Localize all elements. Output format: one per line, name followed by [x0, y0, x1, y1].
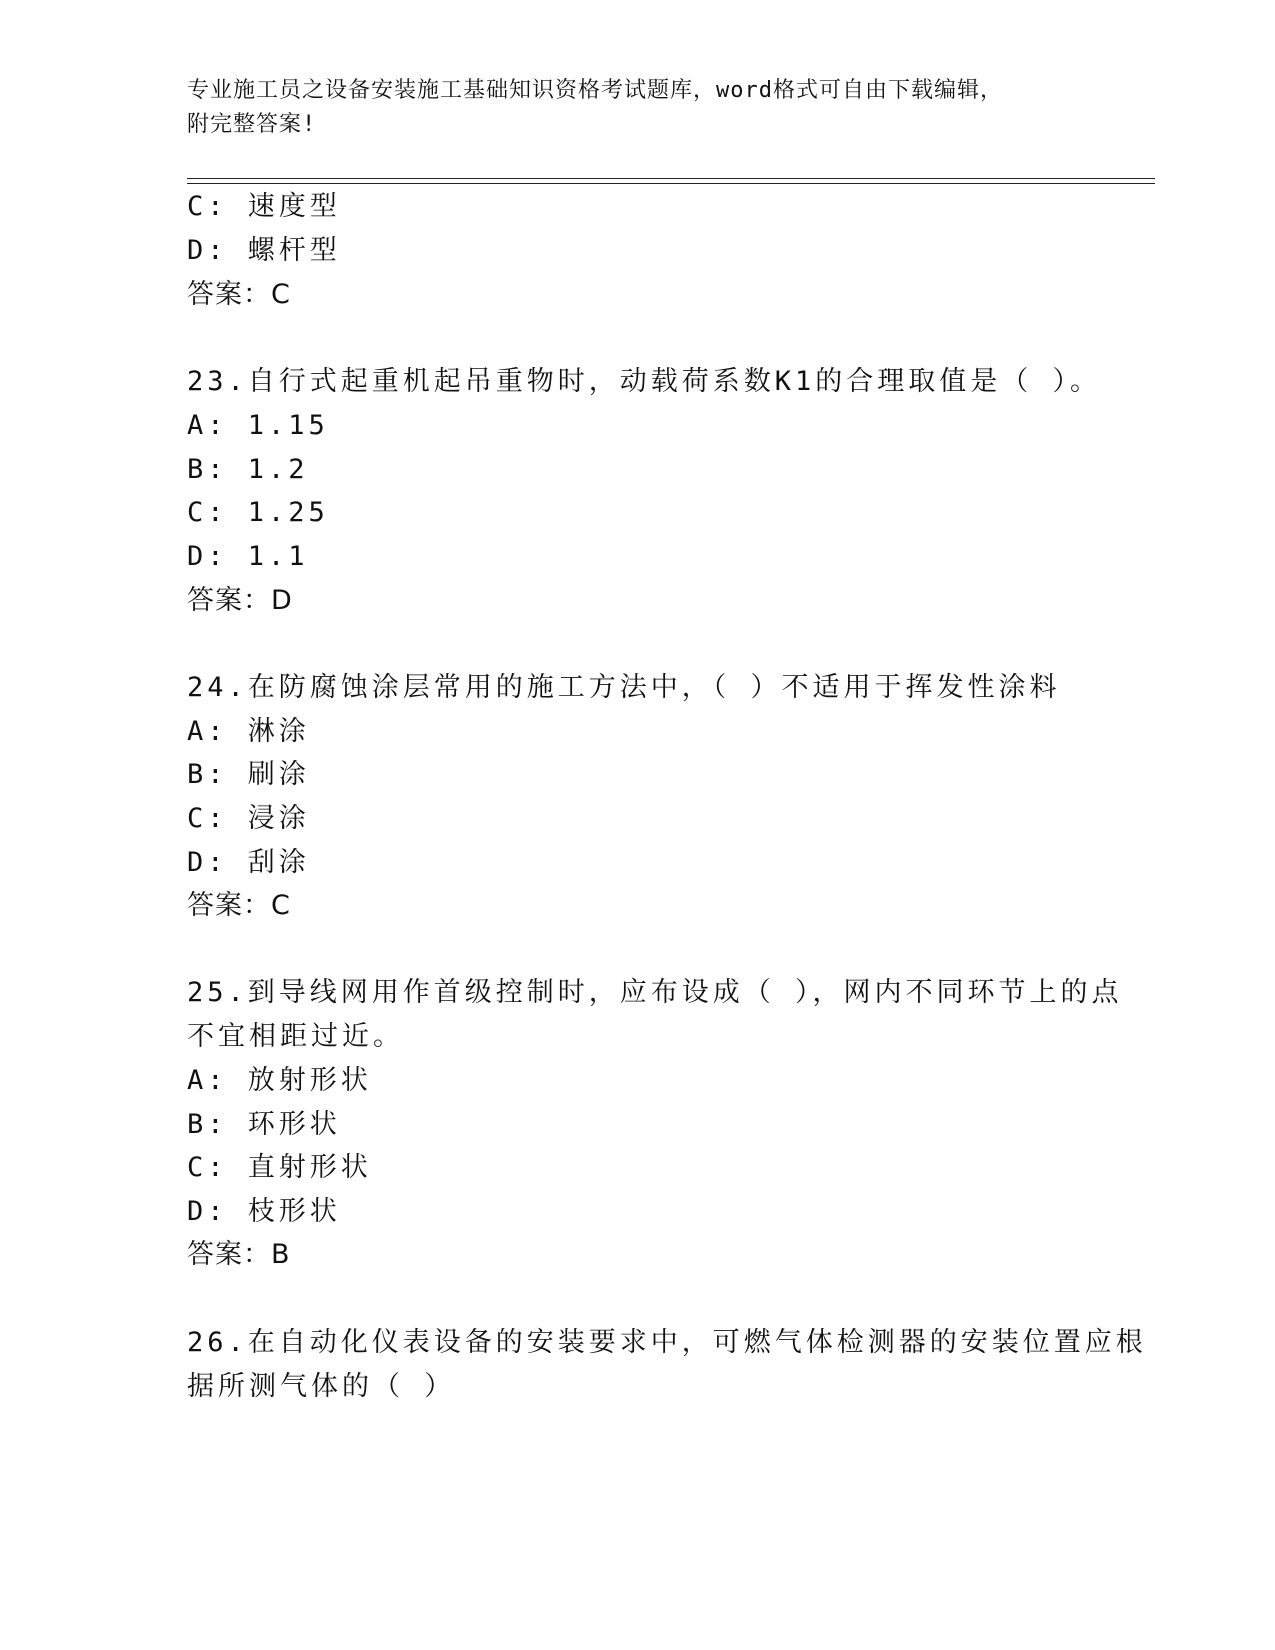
option-b: B: 刷涂: [187, 759, 310, 790]
option-b: B: 环形状: [187, 1109, 341, 1140]
option-c: C: 浸涂: [187, 803, 310, 834]
answer-label: 答案：C: [187, 890, 291, 921]
header-rule-top: [187, 178, 1155, 179]
question-23-stem: 23.自行式起重机起吊重物时，动载荷系数K1的合理取值是（ ）。: [187, 366, 1102, 397]
option-c: C: 1.25: [187, 497, 329, 528]
answer-label: 答案：C: [187, 279, 291, 310]
option-a: A: 1.15: [187, 410, 329, 441]
option-a: A: 放射形状: [187, 1065, 372, 1096]
option-c: C: 速度型: [187, 191, 341, 222]
question-25-stem-line-1: 25.到导线网用作首级控制时，应布设成（ ），网内不同环节上的点: [187, 977, 1123, 1008]
option-d: D: 1.1: [187, 541, 309, 572]
question-26-stem-line-2: 据所测气体的（ ）: [187, 1371, 456, 1402]
header-line-1: 专业施工员之设备安装施工基础知识资格考试题库，word格式可自由下载编辑，: [187, 78, 1003, 103]
option-d: D: 枝形状: [187, 1196, 341, 1227]
question-25-stem-line-2: 不宜相距过近。: [187, 1021, 404, 1052]
option-a: A: 淋涂: [187, 716, 310, 747]
header-rule-bottom: [187, 183, 1155, 184]
option-d: D: 螺杆型: [187, 235, 341, 266]
option-c: C: 直射形状: [187, 1152, 372, 1183]
option-b: B: 1.2: [187, 454, 309, 485]
option-d: D: 刮涂: [187, 847, 310, 878]
question-24-stem: 24.在防腐蚀涂层常用的施工方法中，（ ）不适用于挥发性涂料: [187, 672, 1061, 703]
question-26-stem-line-1: 26.在自动化仪表设备的安装要求中，可燃气体检测器的安装位置应根: [187, 1327, 1147, 1358]
answer-label: 答案：D: [187, 585, 293, 616]
answer-label: 答案：B: [187, 1239, 291, 1270]
document-header: [187, 74, 1087, 142]
header-line-2: 附完整答案!: [187, 112, 317, 137]
